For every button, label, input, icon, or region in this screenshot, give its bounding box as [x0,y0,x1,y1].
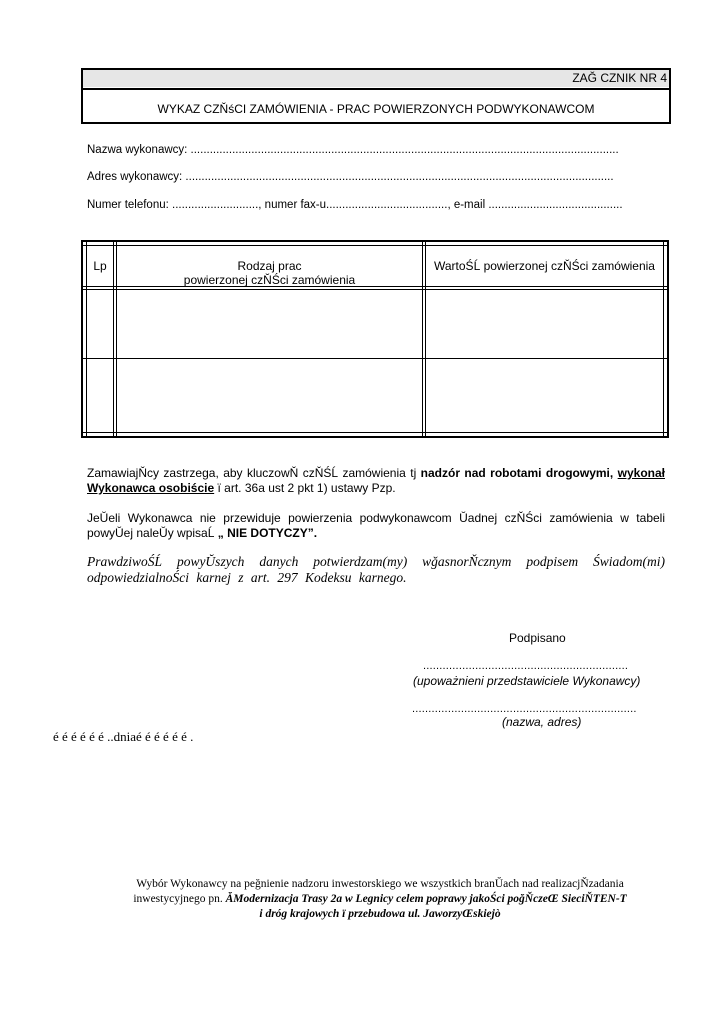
key-part-clause-bold: nadzór nad robotami drogowymi, [420,466,618,480]
key-part-clause [87,466,665,496]
place-date-field[interactable]: é é é é é é ..dniaé é é é é é . [53,729,194,744]
signed-label: Podpisano [509,631,566,645]
key-part-clause-bold-underlined: wykonał Wykonawca osobiście [87,466,665,495]
table-col-divider [113,242,114,436]
footer-line-2 [110,892,650,907]
table-cell-work-type-row2[interactable] [117,359,422,432]
signature-line-name-address[interactable]: ..................................................................... [412,703,637,715]
signature-caption-name-address: (nazwa, adres) [502,715,582,729]
table-header-value: WartoŚĹ powierzonej czŇŚci zamówienia [434,259,655,273]
footer-line-3-italic: i dróg krajowych ï przebudowa ul. JaworzyŒskiejò [259,908,501,920]
contractor-name-field[interactable]: Nazwa wykonawcy: ...................................................................................................................................... [87,144,619,156]
table-header-lp: Lp [93,259,107,273]
table-header-work-type-line1: Rodzaj prac [237,259,302,273]
not-applicable-instruction-text: JeŬeli Wykonawca nie przewiduje powierzenia podwykonawcom Ŭadnej czŇŚci zamówienia w tabeli powyŬej naleŬy wpisaĹ [87,511,665,540]
contractor-phone-fax-email-field[interactable]: Numer telefonu: ..........................., numer fax-u......................................, e-mail .......................................... [87,199,623,211]
table-header-work-type [117,259,422,287]
subcontract-works-table [81,240,669,438]
annex-label: ZAĞ CZNIK NR 4 [572,71,667,85]
header-divider [81,88,671,90]
signature-caption-representatives: (upoważnieni przedstawiciele Wykonawcy) [413,674,641,688]
table-row-divider [83,432,667,433]
not-applicable-instruction [87,511,665,541]
key-part-clause-text-b: ï art. 36a ust 2 pkt 1) ustawy Pzp. [214,481,396,495]
table-col-divider [663,242,664,436]
table-cell-value-row2[interactable] [426,359,663,432]
table-row-divider [83,245,667,246]
not-applicable-instruction-bold: „ NIE DOTYCZY”. [217,526,318,540]
footer-line-3 [110,907,650,922]
key-part-clause-text-a: ZamawiajŇcy zastrzega, aby kluczowŇ czŇŚĹ zamówienia tj [87,466,421,480]
table-header-work-type-line2: powierzonej czŇŚci zamówienia [183,273,356,287]
truthfulness-statement: PrawdziwoŚĹ powyŬszych danych potwierdzam(my) wğasnorŇcznym podpisem Świadom(mi) odpowiedzialnoŚci karnej z art. 297 Kodeksu karnego. [87,554,665,585]
signature-line-representatives[interactable]: ............................................................... [423,660,629,672]
footer-line-2-italic: ĂModernizacja Trasy 2a w Legnicy celem poprawy jakoŚci poğŇczeŒ SieciŇTEN-T [225,893,627,905]
table-cell-value-row1[interactable] [426,290,663,358]
footer-line-1: Wybór Wykonawcy na peğnienie nadzoru inwestorskiego we wszystkich branŬach nad realizacjŇzadania [136,878,624,890]
footer-project-note [110,877,650,922]
table-col-divider [422,242,423,436]
footer-line-2-regular: inwestycyjnego pn. [133,893,226,905]
table-cell-work-type-row1[interactable] [117,290,422,358]
contractor-address-field[interactable]: Adres wykonawcy: ...................................................................................................................................... [87,171,614,183]
document-title: WYKAZ CZŇśCI ZAMÓWIENIA - PRAC POWIERZONYCH PODWYKONAWCOM [157,102,595,116]
